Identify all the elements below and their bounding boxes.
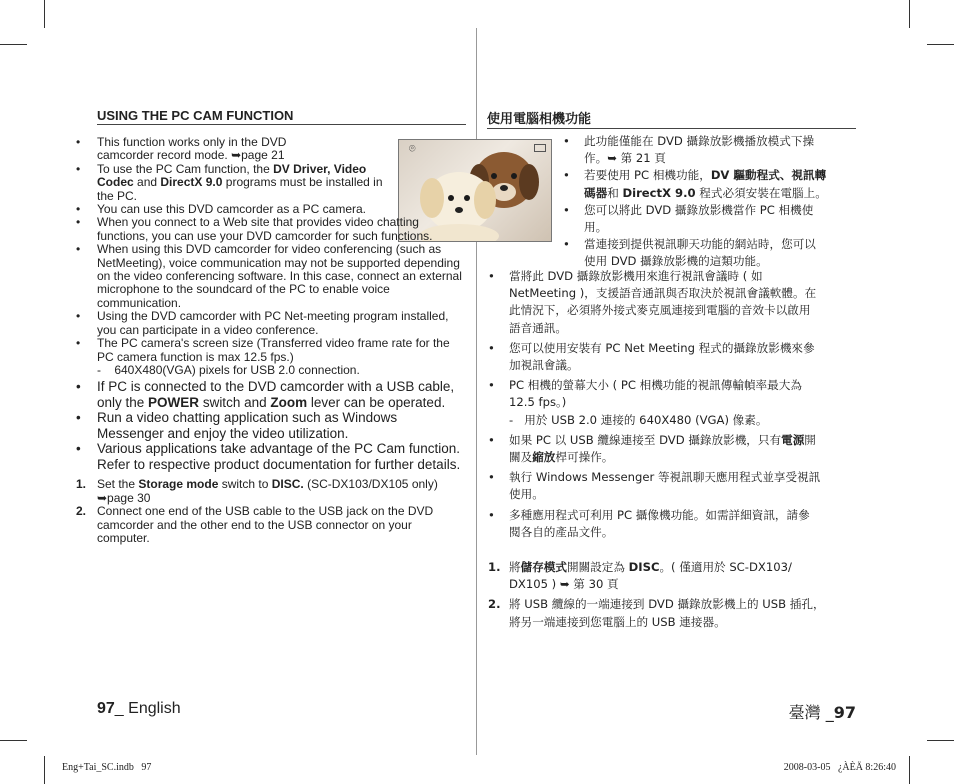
list-item: • 多種應用程式可利用 PC 攝像機功能。如需詳細資訊，請參 閱各自的產品文件。 <box>509 507 864 541</box>
list-item: • When using this DVD camcorder for video conferencing (such as NetMeeting), voice communication may not be supported depending on the video conferencing software. In this case, connect an external microphone to the soundcard of the PC to enable voice communication. <box>97 243 467 310</box>
crop-mark <box>927 44 954 45</box>
list-item: • 執行 Windows Messenger 等視訊聊天應用程式並享受視訊 使用。 <box>509 469 864 503</box>
step-item: 2. 將 USB 纜線的一端連接到 DVD 攝錄放影機上的 USB 插孔， 將另一端連接到您電腦上的 USB 連接器。 <box>488 597 825 629</box>
print-slug-left: Eng+Tai_SC.indb 97 <box>62 762 152 773</box>
crop-mark <box>909 756 910 784</box>
english-body <box>76 135 467 545</box>
list-item: • You can use this DVD camcorder as a PC camera. <box>97 203 367 216</box>
list-item: • 您可以使用安裝有 PC Net Meeting 程式的攝錄放影機來參 加視訊會議。 <box>509 340 864 374</box>
section-heading-zh: 使用電腦相機功能 <box>487 108 856 129</box>
list-item: • The PC camera's screen size (Transferred video frame rate for the PC camera function is max 12.5 fps.) - 640X480(VGA) pixels for USB 2.0 connection. <box>97 337 467 377</box>
list-item: • If PC is connected to the DVD camcorder with a USB cable, only the POWER switch and Zoom lever can be operated. <box>97 379 467 410</box>
crop-mark <box>44 0 45 28</box>
list-item: • This function works only in the DVD camcorder record mode. ➥page 21 <box>97 136 327 163</box>
crop-mark <box>44 756 45 784</box>
chinese-main-list <box>488 268 864 631</box>
list-item: • To use the PC Cam function, the DV Driver, Video Codec and DirectX 9.0 programs must be installed in the PC. <box>97 163 387 203</box>
crop-mark <box>909 0 910 28</box>
print-slug-right: 2008-03-05 ¿ÀÈÄ 8:26:40 <box>783 762 896 773</box>
crop-mark <box>0 740 27 741</box>
list-item: • 當連接到提供視訊聊天功能的網站時，您可以 使用 DVD 攝錄放影機的這類功能。 <box>584 236 864 270</box>
list-item: • PC 相機的螢幕大小 ( PC 相機功能的視訊傳輸幀率最大為 12.5 fps。) - 用於 USB 2.0 連接的 640X480 (VGA) 像素。 <box>509 377 864 429</box>
list-item: • Run a video chatting application such as Windows Messenger and enjoy the video utilization. <box>97 410 467 441</box>
camera-icon: ⌾ <box>409 143 416 155</box>
chinese-top-list <box>584 133 864 271</box>
list-item: • 當將此 DVD 攝錄放影機用來進行視訊會議時 ( 如 NetMeeting )，支援語音通訊與否取決於視訊會議軟體。在 此情況下，必須將外接式麥克風連接到電腦的音效卡以啟用 語音通訊。 <box>509 268 864 337</box>
list-item: • 您可以將此 DVD 攝錄放影機當作 PC 相機使 用。 <box>584 202 864 236</box>
list-item: • 若要使用 PC 相機功能，DV 驅動程式、視訊轉 碼器和 DirectX 9.0 程式必須安裝在電腦上。 <box>584 167 864 201</box>
list-item: • Using the DVD camcorder with PC Net-meeting program installed, you can participate in a video conference. <box>97 310 467 337</box>
list-item: • Various applications take advantage of the PC Cam function. Refer to respective product documentation for further details. <box>97 441 467 472</box>
list-item: • 如果 PC 以 USB 纜線連接至 DVD 攝錄放影機，只有電源開 關及縮放桿可操作。 <box>509 432 864 466</box>
page-footer-en: 97_ English <box>97 700 181 717</box>
step-item: 1. 將儲存模式開關設定為 DISC。( 僅適用於 SC-DX103/ DX105 ) ➥ 第 30 頁 <box>488 560 792 592</box>
page-footer-zh: 臺灣 _97 <box>788 703 856 722</box>
section-heading-en: USING THE PC CAM FUNCTION <box>97 108 466 125</box>
step-item: 2. Connect one end of the USB cable to the USB jack on the DVD camcorder and the other end to the USB connector on your computer. <box>76 504 434 545</box>
crop-mark <box>0 44 27 45</box>
column-divider <box>476 28 477 755</box>
crop-mark <box>927 740 954 741</box>
step-item: 1. Set the Storage mode switch to DISC. (SC-DX103/DX105 only) ➥page 30 <box>76 477 438 505</box>
list-item: • 此功能僅能在 DVD 攝錄放影機播放模式下操 作。➥ 第 21 頁 <box>584 133 864 167</box>
battery-icon <box>534 144 546 152</box>
list-item: • When you connect to a Web site that provides video chatting functions, you can use your DVD camcorder for such functions. <box>97 216 467 243</box>
